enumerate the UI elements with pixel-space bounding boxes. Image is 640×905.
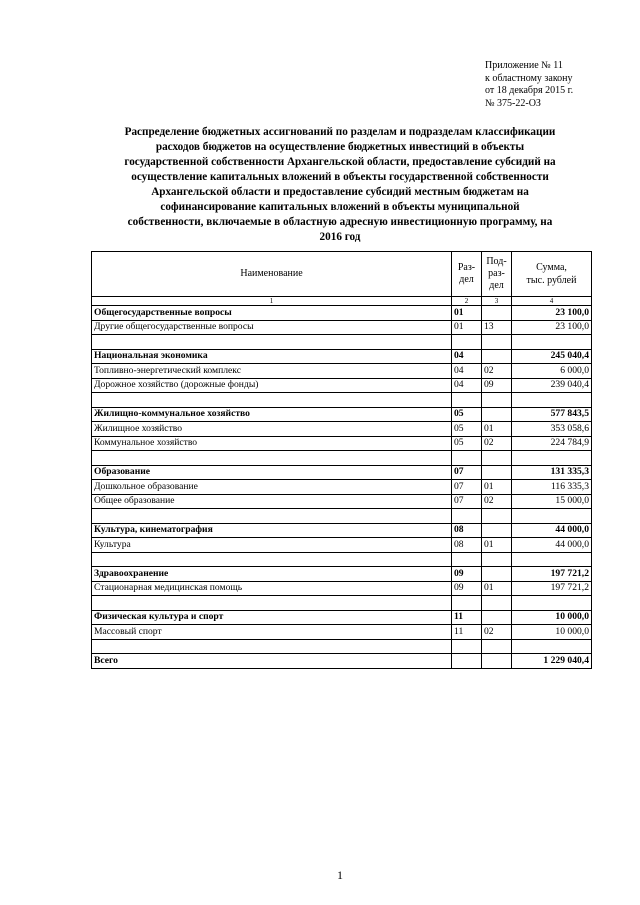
row-name: Здравоохранение (92, 567, 452, 582)
appendix-reference (485, 60, 625, 110)
row-subsection-code (482, 610, 512, 625)
budget-table (91, 251, 592, 669)
row-name: Дорожное хозяйство (дорожные фонды) (92, 378, 452, 393)
spacer-cell (482, 393, 512, 408)
row-section-code: 04 (452, 378, 482, 393)
title-line: софинансирование капитальных вложений в объекты муниципальной (160, 201, 520, 213)
spacer-cell (92, 509, 452, 524)
section-row (92, 523, 592, 538)
spacer-cell (92, 393, 452, 408)
subsection-row (92, 436, 592, 451)
row-amount: 353 058,6 (512, 422, 592, 437)
row-subsection-code: 02 (482, 436, 512, 451)
row-amount: 239 040,4 (512, 378, 592, 393)
spacer-cell (92, 335, 452, 350)
row-subsection-code: 01 (482, 480, 512, 495)
row-section-code: 09 (452, 567, 482, 582)
row-subsection-code (482, 567, 512, 582)
spacer-cell (482, 451, 512, 466)
subsection-row (92, 494, 592, 509)
row-subsection-code: 01 (482, 422, 512, 437)
title-line: осуществление капитальных вложений в объекты государственной собственности (131, 171, 549, 183)
title-line: Архангельской области и предоставление субсидий местным бюджетам на (151, 186, 529, 198)
row-subsection-code: 02 (482, 494, 512, 509)
column-number: 4 (512, 297, 592, 306)
spacer-cell (452, 451, 482, 466)
spacer-cell (512, 393, 592, 408)
row-amount: 44 000,0 (512, 523, 592, 538)
spacer-cell (452, 639, 482, 654)
spacer-row (92, 451, 592, 466)
spacer-row (92, 393, 592, 408)
row-section-code: 07 (452, 480, 482, 495)
row-name: Физическая культура и спорт (92, 610, 452, 625)
row-amount: 131 335,3 (512, 465, 592, 480)
subsection-row (92, 625, 592, 640)
row-subsection-code (482, 349, 512, 364)
spacer-cell (512, 335, 592, 350)
row-amount: 6 000,0 (512, 364, 592, 379)
row-name: Массовый спорт (92, 625, 452, 640)
row-amount: 15 000,0 (512, 494, 592, 509)
spacer-cell (452, 596, 482, 611)
spacer-cell (452, 509, 482, 524)
appendix-law-number: № 375-22-ОЗ (485, 97, 541, 109)
spacer-row (92, 596, 592, 611)
spacer-cell (452, 335, 482, 350)
row-amount: 10 000,0 (512, 625, 592, 640)
row-name: Общегосударственные вопросы (92, 306, 452, 321)
row-name: Жилищное хозяйство (92, 422, 452, 437)
row-name: Коммунальное хозяйство (92, 436, 452, 451)
spacer-cell (482, 639, 512, 654)
row-amount: 116 335,3 (512, 480, 592, 495)
row-subsection-code: 13 (482, 320, 512, 335)
total-label: Всего (92, 654, 452, 669)
spacer-cell (512, 509, 592, 524)
total-empty-cell (452, 654, 482, 669)
row-section-code: 08 (452, 523, 482, 538)
column-number-row (92, 297, 592, 306)
page-number: 1 (337, 868, 343, 882)
row-subsection-code: 09 (482, 378, 512, 393)
title-line: расходов бюджетов на осуществление бюджетных инвестиций в объекты (155, 141, 525, 153)
row-section-code: 05 (452, 407, 482, 422)
spacer-cell (482, 509, 512, 524)
row-section-code: 04 (452, 349, 482, 364)
row-section-code: 01 (452, 306, 482, 321)
row-subsection-code (482, 523, 512, 538)
section-row (92, 349, 592, 364)
row-section-code: 01 (452, 320, 482, 335)
row-name: Дошкольное образование (92, 480, 452, 495)
title-line: собственности, включаемые в областную адресную инвестиционную программу, на (127, 216, 553, 228)
section-row (92, 407, 592, 422)
row-name: Жилищно-коммунальное хозяйство (92, 407, 452, 422)
row-amount: 245 040,4 (512, 349, 592, 364)
subsection-row (92, 581, 592, 596)
subsection-row (92, 480, 592, 495)
spacer-cell (482, 552, 512, 567)
row-subsection-code: 01 (482, 581, 512, 596)
total-row (92, 654, 592, 669)
row-amount: 224 784,9 (512, 436, 592, 451)
spacer-cell (92, 596, 452, 611)
spacer-row (92, 639, 592, 654)
row-amount: 23 100,0 (512, 306, 592, 321)
spacer-cell (512, 639, 592, 654)
row-section-code: 11 (452, 610, 482, 625)
section-row (92, 465, 592, 480)
document-title (84, 125, 596, 245)
spacer-cell (92, 639, 452, 654)
spacer-cell (452, 393, 482, 408)
spacer-cell (512, 596, 592, 611)
spacer-cell (512, 451, 592, 466)
total-amount: 1 229 040,4 (512, 654, 592, 669)
row-section-code: 11 (452, 625, 482, 640)
row-section-code: 07 (452, 465, 482, 480)
subsection-row (92, 538, 592, 553)
title-line: 2016 год (319, 231, 361, 243)
spacer-cell (482, 596, 512, 611)
row-subsection-code (482, 407, 512, 422)
header-amount: Сумма, тыс. рублей (512, 252, 592, 297)
row-section-code: 07 (452, 494, 482, 509)
row-amount: 44 000,0 (512, 538, 592, 553)
subsection-row (92, 320, 592, 335)
section-row (92, 610, 592, 625)
header-subsection: Под- раз- дел (482, 252, 512, 297)
row-subsection-code (482, 306, 512, 321)
title-line: государственной собственности Архангельской области, предоставление субсидий на (124, 156, 556, 168)
spacer-cell (92, 552, 452, 567)
row-amount: 10 000,0 (512, 610, 592, 625)
row-subsection-code: 02 (482, 625, 512, 640)
row-name: Другие общегосударственные вопросы (92, 320, 452, 335)
appendix-date: от 18 декабря 2015 г. (485, 85, 574, 96)
section-row (92, 567, 592, 582)
header-name: Наименование (92, 252, 452, 297)
row-name: Культура (92, 538, 452, 553)
row-section-code: 08 (452, 538, 482, 553)
row-amount: 577 843,5 (512, 407, 592, 422)
row-name: Культура, кинематография (92, 523, 452, 538)
subsection-row (92, 364, 592, 379)
section-row (92, 306, 592, 321)
row-subsection-code (482, 465, 512, 480)
appendix-number: Приложение № 11 (485, 60, 563, 71)
row-name: Стационарная медицинская помощь (92, 581, 452, 596)
total-empty-cell (482, 654, 512, 669)
subsection-row (92, 378, 592, 393)
column-number: 1 (92, 297, 452, 306)
spacer-row (92, 509, 592, 524)
spacer-cell (512, 552, 592, 567)
spacer-row (92, 335, 592, 350)
appendix-law: к областному закону (485, 72, 573, 84)
row-section-code: 04 (452, 364, 482, 379)
spacer-cell (482, 335, 512, 350)
row-section-code: 05 (452, 436, 482, 451)
row-name: Топливно-энергетический комплекс (92, 364, 452, 379)
row-section-code: 09 (452, 581, 482, 596)
row-amount: 197 721,2 (512, 581, 592, 596)
column-number: 3 (482, 297, 512, 306)
row-subsection-code: 02 (482, 364, 512, 379)
spacer-cell (452, 552, 482, 567)
spacer-row (92, 552, 592, 567)
row-amount: 197 721,2 (512, 567, 592, 582)
header-section: Раз- дел (452, 252, 482, 297)
spacer-cell (92, 451, 452, 466)
row-name: Образование (92, 465, 452, 480)
table-header-row (92, 252, 592, 297)
row-name: Общее образование (92, 494, 452, 509)
row-name: Национальная экономика (92, 349, 452, 364)
subsection-row (92, 422, 592, 437)
row-subsection-code: 01 (482, 538, 512, 553)
column-number: 2 (452, 297, 482, 306)
row-section-code: 05 (452, 422, 482, 437)
row-amount: 23 100,0 (512, 320, 592, 335)
title-line: Распределение бюджетных ассигнований по разделам и подразделам классификации (124, 126, 556, 138)
